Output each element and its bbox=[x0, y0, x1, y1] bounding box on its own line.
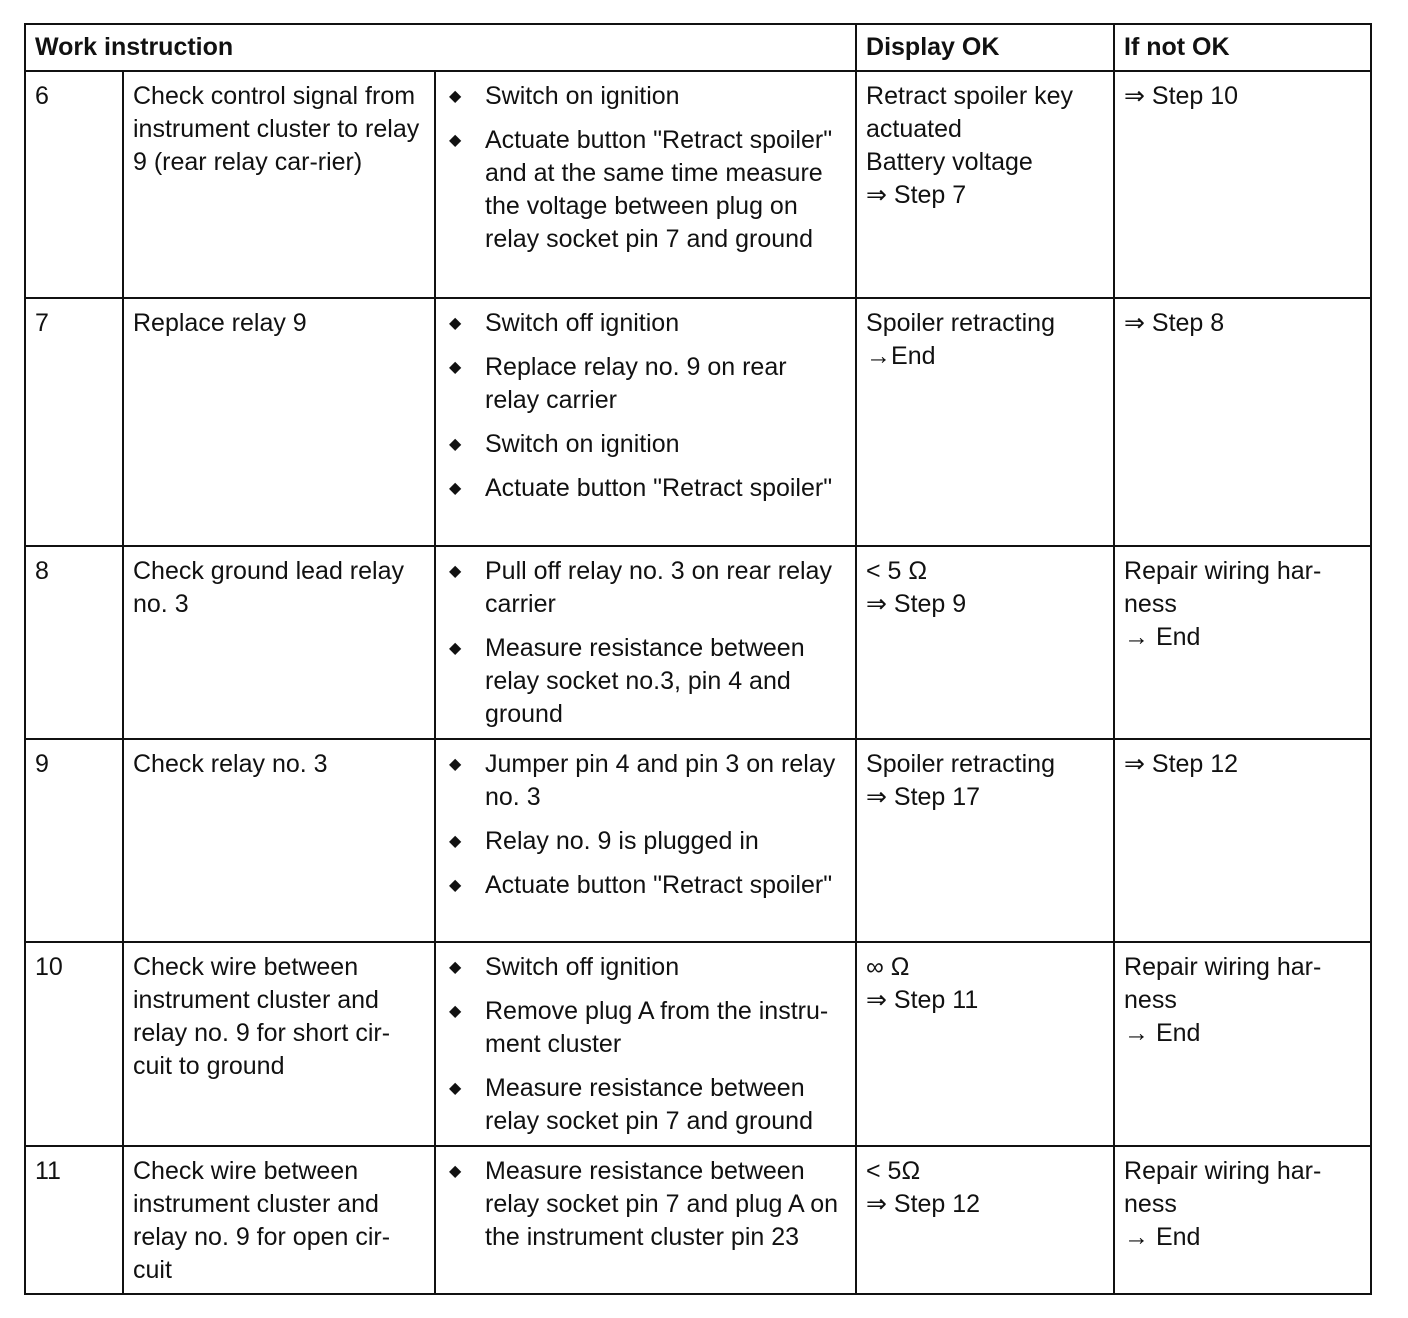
diamond-bullet-icon: ◆ bbox=[449, 640, 462, 657]
action-text: Actuate button "Retract spoiler" bbox=[485, 871, 833, 899]
action-text: Switch off ignition bbox=[485, 309, 680, 337]
header-row bbox=[25, 24, 1371, 71]
list-item bbox=[445, 869, 846, 902]
work-instruction-table bbox=[24, 23, 1372, 1295]
display-ok-line: ⇒ Step 9 bbox=[866, 590, 967, 618]
if-not-ok-line: → End bbox=[1124, 1223, 1201, 1251]
step-actions bbox=[435, 739, 856, 942]
if-not-ok-line: ⇒ Step 12 bbox=[1124, 750, 1239, 778]
step-actions bbox=[435, 546, 856, 739]
table-row bbox=[25, 1146, 1371, 1294]
action-text: Measure resistance between relay socket pin 7 and plug A on the instrument cluster pin 23 bbox=[485, 1157, 839, 1251]
display-ok-cell bbox=[856, 71, 1114, 298]
if-not-ok-cell bbox=[1114, 71, 1371, 298]
table-row bbox=[25, 942, 1371, 1146]
header-display-ok: Display OK bbox=[856, 24, 1114, 71]
diamond-bullet-icon: ◆ bbox=[449, 359, 462, 376]
action-text: Jumper pin 4 and pin 3 on relay no. 3 bbox=[485, 750, 836, 811]
if-not-ok-line: ⇒ Step 10 bbox=[1124, 82, 1239, 110]
action-text: Switch on ignition bbox=[485, 82, 680, 110]
table-row bbox=[25, 546, 1371, 739]
diamond-bullet-icon: ◆ bbox=[449, 436, 462, 453]
diamond-bullet-icon: ◆ bbox=[449, 959, 462, 976]
action-text: Measure resistance between relay socket pin 7 and ground bbox=[485, 1074, 813, 1135]
list-item bbox=[445, 80, 846, 113]
step-number: 9 bbox=[25, 739, 123, 942]
display-ok-cell bbox=[856, 942, 1114, 1146]
step-number: 10 bbox=[25, 942, 123, 1146]
display-ok-line: Retract spoiler key actuated bbox=[866, 82, 1074, 143]
table-body bbox=[25, 71, 1371, 1294]
if-not-ok-cell bbox=[1114, 1146, 1371, 1294]
list-item bbox=[445, 995, 846, 1061]
table-row bbox=[25, 298, 1371, 546]
if-not-ok-line: → End bbox=[1124, 623, 1201, 651]
action-text: Replace relay no. 9 on rear relay carrier bbox=[485, 353, 787, 414]
diamond-bullet-icon: ◆ bbox=[449, 1080, 462, 1097]
if-not-ok-line: Repair wiring har-ness bbox=[1124, 557, 1322, 618]
diamond-bullet-icon: ◆ bbox=[449, 877, 462, 894]
step-actions bbox=[435, 71, 856, 298]
display-ok-line: ⇒ Step 7 bbox=[866, 181, 967, 209]
action-text: Relay no. 9 is plugged in bbox=[485, 827, 759, 855]
display-ok-cell bbox=[856, 298, 1114, 546]
diamond-bullet-icon: ◆ bbox=[449, 315, 462, 332]
step-number: 11 bbox=[25, 1146, 123, 1294]
list-item bbox=[445, 951, 846, 984]
if-not-ok-cell bbox=[1114, 298, 1371, 546]
diamond-bullet-icon: ◆ bbox=[449, 756, 462, 773]
display-ok-line: ⇒ Step 11 bbox=[866, 986, 979, 1014]
display-ok-line: ⇒ Step 17 bbox=[866, 783, 981, 811]
action-text: Remove plug A from the instru-ment cluster bbox=[485, 997, 829, 1058]
table-row bbox=[25, 739, 1371, 942]
table-row bbox=[25, 71, 1371, 298]
if-not-ok-cell bbox=[1114, 546, 1371, 739]
step-title: Check ground lead relay no. 3 bbox=[123, 546, 435, 739]
diamond-bullet-icon: ◆ bbox=[449, 132, 462, 149]
list-item bbox=[445, 632, 846, 731]
display-ok-line: Battery voltage bbox=[866, 148, 1033, 176]
display-ok-cell bbox=[856, 546, 1114, 739]
display-ok-line: Spoiler retracting bbox=[866, 750, 1055, 778]
if-not-ok-line: → End bbox=[1124, 1019, 1201, 1047]
step-title: Check wire between instrument cluster and relay no. 9 for open cir-cuit bbox=[123, 1146, 435, 1294]
list-item bbox=[445, 124, 846, 256]
list-item bbox=[445, 748, 846, 814]
step-actions bbox=[435, 298, 856, 546]
display-ok-cell bbox=[856, 739, 1114, 942]
list-item bbox=[445, 472, 846, 505]
display-ok-cell bbox=[856, 1146, 1114, 1294]
header-work-instruction: Work instruction bbox=[25, 24, 856, 71]
action-text: Pull off relay no. 3 on rear relay carrier bbox=[485, 557, 832, 618]
display-ok-line: < 5Ω bbox=[866, 1157, 921, 1185]
display-ok-line: ⇒ Step 12 bbox=[866, 1190, 981, 1218]
step-title: Check wire between instrument cluster and relay no. 9 for short cir-cuit to ground bbox=[123, 942, 435, 1146]
action-text: Actuate button "Retract spoiler" bbox=[485, 474, 833, 502]
action-text: Switch on ignition bbox=[485, 430, 680, 458]
action-text: Switch off ignition bbox=[485, 953, 680, 981]
if-not-ok-line: Repair wiring har-ness bbox=[1124, 953, 1322, 1014]
diamond-bullet-icon: ◆ bbox=[449, 563, 462, 580]
step-title: Replace relay 9 bbox=[123, 298, 435, 546]
action-text: Actuate button "Retract spoiler" and at the same time measure the voltage between plug on relay socket pin 7 and ground bbox=[485, 126, 833, 253]
list-item bbox=[445, 307, 846, 340]
diamond-bullet-icon: ◆ bbox=[449, 1163, 462, 1180]
display-ok-line: ∞ Ω bbox=[866, 953, 910, 981]
diamond-bullet-icon: ◆ bbox=[449, 833, 462, 850]
if-not-ok-cell bbox=[1114, 739, 1371, 942]
display-ok-line: < 5 Ω bbox=[866, 557, 928, 585]
display-ok-line: Spoiler retracting bbox=[866, 309, 1055, 337]
if-not-ok-line: ⇒ Step 8 bbox=[1124, 309, 1225, 337]
step-number: 6 bbox=[25, 71, 123, 298]
header-if-not-ok: If not OK bbox=[1114, 24, 1371, 71]
list-item bbox=[445, 555, 846, 621]
list-item bbox=[445, 351, 846, 417]
diamond-bullet-icon: ◆ bbox=[449, 480, 462, 497]
action-text: Measure resistance between relay socket no.3, pin 4 and ground bbox=[485, 634, 805, 728]
step-actions bbox=[435, 1146, 856, 1294]
display-ok-line: →End bbox=[866, 342, 936, 370]
step-actions bbox=[435, 942, 856, 1146]
step-title: Check relay no. 3 bbox=[123, 739, 435, 942]
diamond-bullet-icon: ◆ bbox=[449, 1003, 462, 1020]
step-title: Check control signal from instrument cluster to relay 9 (rear relay car-rier) bbox=[123, 71, 435, 298]
if-not-ok-line: Repair wiring har-ness bbox=[1124, 1157, 1322, 1218]
list-item bbox=[445, 428, 846, 461]
list-item bbox=[445, 1155, 846, 1254]
list-item bbox=[445, 1072, 846, 1138]
step-number: 7 bbox=[25, 298, 123, 546]
diamond-bullet-icon: ◆ bbox=[449, 88, 462, 105]
if-not-ok-cell bbox=[1114, 942, 1371, 1146]
step-number: 8 bbox=[25, 546, 123, 739]
list-item bbox=[445, 825, 846, 858]
